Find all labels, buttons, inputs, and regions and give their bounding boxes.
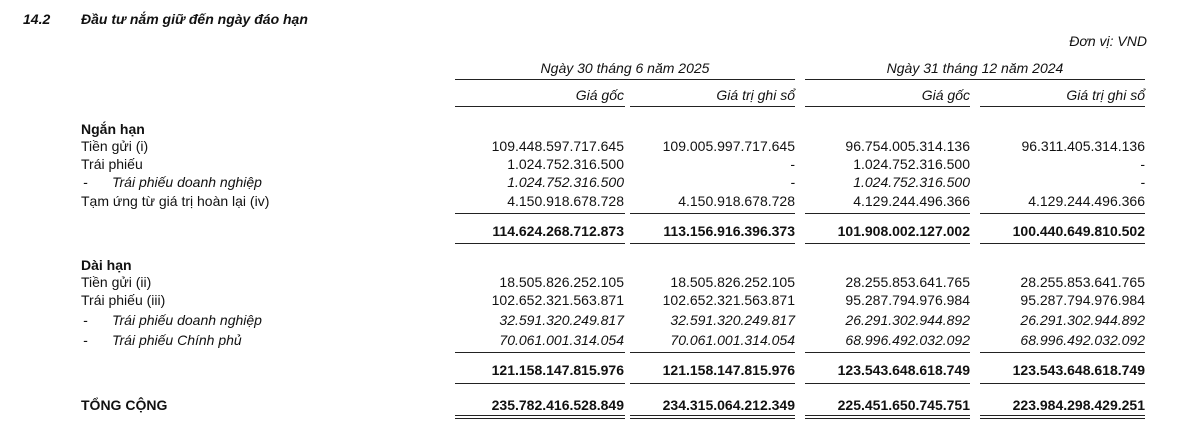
row-label: Trái phiếu [81, 156, 143, 172]
table-row [0, 174, 1200, 192]
cell-value: - [1140, 174, 1145, 190]
row-label: Tạm ứng từ giá trị hoàn lại (iv) [81, 193, 270, 209]
cell-value: 109.448.597.717.645 [491, 138, 624, 154]
row-label: Trái phiếu (iii) [81, 292, 166, 308]
subtotal-rule [630, 383, 795, 384]
cell-value: 1.024.752.316.500 [853, 174, 970, 190]
cell-value: 109.005.997.717.645 [662, 138, 795, 154]
subtotal-rule [805, 383, 970, 384]
table-row [0, 292, 1200, 310]
table-row [0, 312, 1200, 330]
subtotal-row-long-term [0, 362, 1200, 380]
cell-value: 4.150.918.678.728 [678, 193, 795, 209]
total-value: 100.440.649.810.502 [1012, 223, 1145, 239]
subtotal-rule [980, 213, 1145, 214]
subtotal-rule [805, 243, 970, 244]
unit-label: Đơn vị: VND [1069, 33, 1147, 49]
subtotal-rule [630, 213, 795, 214]
grand-total-double-rule [455, 415, 625, 419]
total-value: 114.624.268.712.873 [492, 223, 624, 239]
cell-value: 95.287.794.976.984 [845, 292, 970, 308]
subtotal-rule [455, 243, 625, 244]
cell-value: 102.652.321.563.871 [491, 292, 624, 308]
table-row [0, 138, 1200, 156]
cell-value: 4.129.244.496.366 [1028, 193, 1145, 209]
cell-value: 4.129.244.496.366 [853, 193, 970, 209]
subtotal-rule [455, 352, 625, 353]
subtotal-rule [980, 243, 1145, 244]
row-label: Trái phiếu doanh nghiệp [112, 312, 262, 328]
col-header-cost-2024: Giá gốc [921, 87, 970, 103]
grand-total-value: 225.451.650.745.751 [837, 397, 970, 413]
grand-total-double-rule [980, 415, 1145, 419]
subtotal-rule [630, 352, 795, 353]
cell-value: - [790, 174, 795, 190]
subtotal-rule [980, 383, 1145, 384]
col-header-cost-2025: Giá gốc [575, 87, 624, 103]
subtotal-rule [455, 213, 625, 214]
cell-value: - [1140, 156, 1145, 172]
table-row [0, 193, 1200, 211]
cell-value: 4.150.918.678.728 [507, 193, 624, 209]
cell-value: 102.652.321.563.871 [662, 292, 795, 308]
section-row-long-term [0, 257, 1200, 275]
cell-value: 18.505.826.252.105 [670, 274, 795, 290]
cell-value: - [790, 156, 795, 172]
long-term-heading: Dài hạn [81, 257, 132, 273]
grand-total-row [0, 397, 1200, 415]
row-label: Tiền gửi (i) [81, 138, 149, 154]
period-header-2025: Ngày 30 tháng 6 năm 2025 [540, 60, 710, 76]
section-title: Đầu tư nắm giữ đến ngày đáo hạn [81, 11, 308, 27]
subtotal-rule [805, 352, 970, 353]
total-value: 101.908.002.127.002 [837, 223, 970, 239]
subtotal-rule [980, 352, 1145, 353]
header-rule [805, 106, 970, 107]
period-underline-2024 [805, 79, 1145, 80]
total-value: 121.158.147.815.976 [491, 362, 624, 378]
subtotal-rule [805, 213, 970, 214]
total-value: 123.543.648.618.749 [837, 362, 970, 378]
cell-value: 96.754.005.314.136 [845, 138, 970, 154]
cell-value: 70.061.001.314.054 [499, 332, 624, 348]
table-row [0, 156, 1200, 174]
cell-value: 70.061.001.314.054 [670, 332, 795, 348]
col-header-book-2024: Giá trị ghi sổ [1066, 87, 1145, 103]
row-dash: - [83, 312, 88, 328]
row-label: Tiền gửi (ii) [81, 274, 152, 290]
col-header-book-2025: Giá trị ghi sổ [716, 87, 795, 103]
cell-value: 1.024.752.316.500 [507, 174, 624, 190]
cell-value: 32.591.320.249.817 [670, 312, 795, 328]
grand-total-value: 234.315.064.212.349 [662, 397, 795, 413]
period-header-2024: Ngày 31 tháng 12 năm 2024 [886, 60, 1064, 76]
cell-value: 26.291.302.944.892 [845, 312, 970, 328]
cell-value: 28.255.853.641.765 [1020, 274, 1145, 290]
cell-value: 26.291.302.944.892 [1020, 312, 1145, 328]
grand-total-value: 223.984.298.429.251 [1012, 397, 1145, 413]
header-rule [980, 106, 1145, 107]
cell-value: 18.505.826.252.105 [499, 274, 624, 290]
total-value: 113.156.916.396.373 [663, 223, 795, 239]
short-term-heading: Ngắn hạn [81, 121, 145, 137]
row-dash: - [83, 174, 88, 190]
cell-value: 95.287.794.976.984 [1020, 292, 1145, 308]
row-label: Trái phiếu doanh nghiệp [112, 174, 262, 190]
grand-total-label: TỔNG CỘNG [81, 397, 168, 413]
section-number: 14.2 [23, 11, 51, 27]
grand-total-double-rule [805, 415, 970, 419]
cell-value: 1.024.752.316.500 [507, 156, 624, 172]
table-row [0, 332, 1200, 350]
grand-total-value: 235.782.416.528.849 [491, 397, 624, 413]
total-value: 123.543.648.618.749 [1012, 362, 1145, 378]
cell-value: 68.996.492.032.092 [845, 332, 970, 348]
cell-value: 28.255.853.641.765 [845, 274, 970, 290]
cell-value: 68.996.492.032.092 [1020, 332, 1145, 348]
header-rule [630, 106, 795, 107]
header-rule [455, 106, 625, 107]
section-row-short-term [0, 121, 1200, 139]
table-row [0, 274, 1200, 292]
cell-value: 32.591.320.249.817 [499, 312, 624, 328]
subtotal-rule [630, 243, 795, 244]
subtotal-rule [455, 383, 625, 384]
subtotal-row-short-term [0, 223, 1200, 241]
row-label: Trái phiếu Chính phủ [112, 332, 242, 348]
period-underline-2025 [455, 79, 795, 80]
row-dash: - [83, 332, 88, 348]
grand-total-double-rule [630, 415, 795, 419]
total-value: 121.158.147.815.976 [662, 362, 795, 378]
cell-value: 96.311.405.314.136 [1021, 138, 1145, 154]
cell-value: 1.024.752.316.500 [853, 156, 970, 172]
